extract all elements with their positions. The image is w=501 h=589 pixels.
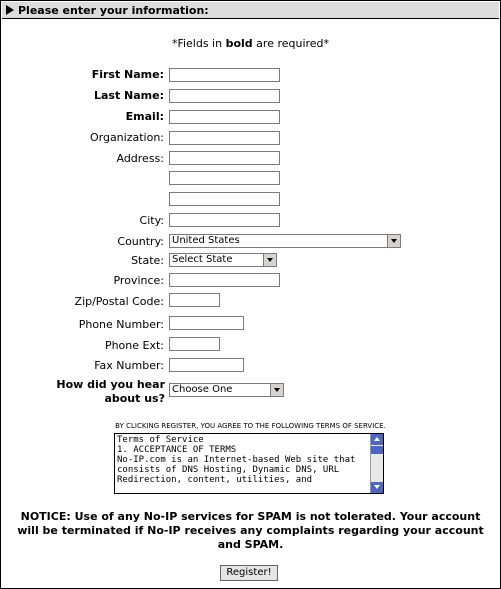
country-select[interactable] [169, 234, 401, 248]
address-line-3-input[interactable] [169, 192, 280, 206]
city-label: City: [139, 214, 164, 227]
form-header [2, 2, 499, 19]
last-name-label: Last Name: [93, 89, 164, 102]
state-select[interactable] [169, 253, 277, 267]
email-input[interactable] [169, 110, 280, 124]
spam-notice: NOTICE: Use of any No-IP services for SPAM is not tolerated. Your account will be terminated if No-IP receives any complaints regarding your account and SPAM. [17, 510, 484, 551]
scroll-thumb[interactable] [371, 446, 383, 454]
city-input[interactable] [169, 213, 280, 227]
chevron-down-icon[interactable] [387, 235, 400, 247]
tos-agreement-text: BY CLICKING REGISTER, YOU AGREE TO THE FOLLOWING TERMS OF SERVICE. [115, 422, 386, 430]
scroll-down-icon[interactable] [371, 482, 383, 493]
chevron-down-icon[interactable] [270, 384, 283, 396]
organization-input[interactable] [169, 131, 280, 145]
organization-label: Organization: [89, 131, 164, 144]
country-select-value: United States [172, 235, 240, 246]
address-line-1-input[interactable] [169, 151, 280, 165]
phone-ext-input[interactable] [169, 337, 220, 351]
tos-line: 1. ACCEPTANCE OF TERMS [117, 445, 237, 455]
address-line-2-input[interactable] [169, 171, 280, 185]
required-fields-note: *Fields in bold are required* [171, 37, 330, 50]
referral-label: How did you hear about us? [56, 378, 165, 405]
first-name-label: First Name: [91, 68, 164, 81]
tos-scrollbar[interactable] [370, 434, 383, 493]
tos-line: No-IP.com is an Internet-based Web site that [117, 455, 356, 465]
phone-ext-label: Phone Ext: [104, 339, 164, 352]
state-label: State: [131, 254, 164, 267]
referral-select-value: Choose One [172, 384, 233, 395]
form-header-title: Please enter your information: [18, 4, 209, 17]
state-select-value: Select State [172, 254, 233, 265]
referral-select[interactable] [169, 383, 284, 397]
phone-label: Phone Number: [78, 318, 164, 331]
country-label: Country: [117, 235, 164, 248]
triangle-right-icon [6, 5, 14, 15]
fax-label: Fax Number: [94, 359, 164, 372]
tos-line: Terms of Service [117, 435, 204, 445]
address-label: Address: [116, 152, 164, 165]
tos-line: Redirection, content, utilities, and [117, 475, 313, 485]
terms-of-service-textarea[interactable] [114, 433, 384, 494]
zip-label: Zip/Postal Code: [74, 295, 164, 308]
first-name-input[interactable] [169, 68, 280, 82]
last-name-input[interactable] [169, 89, 280, 103]
email-label: Email: [125, 110, 164, 123]
scroll-up-icon[interactable] [371, 434, 383, 445]
fax-input[interactable] [169, 358, 244, 372]
chevron-down-icon[interactable] [263, 254, 276, 266]
tos-line: consists of DNS Hosting, Dynamic DNS, URL [117, 465, 340, 475]
phone-input[interactable] [169, 316, 244, 330]
register-button[interactable]: Register! [220, 565, 278, 581]
province-input[interactable] [169, 273, 280, 287]
province-label: Province: [113, 274, 164, 287]
zip-input[interactable] [169, 293, 220, 307]
